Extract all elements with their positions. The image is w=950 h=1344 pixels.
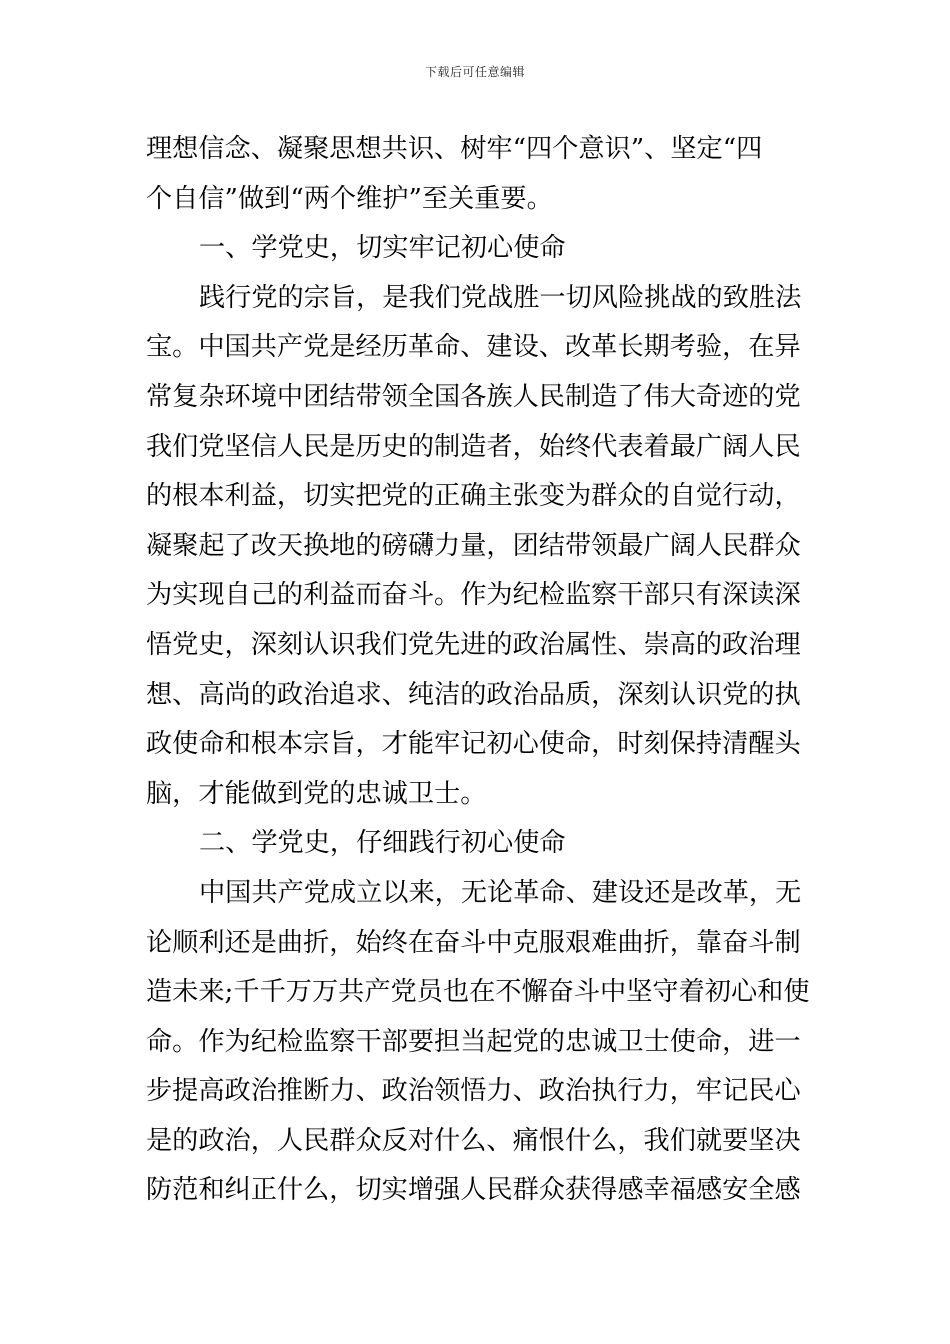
text-line: 理想信念、凝聚思想共识、树牢“四个意识”、坚定“四 <box>146 134 763 164</box>
text-line: 宝。中国共产党是经历革命、建设、改革长期考验，在异 <box>146 332 801 363</box>
text-line: 命。作为纪检监察干部要担当起党的忠诚卫士使命，进一 <box>146 1026 801 1057</box>
text-line: 论顺利还是曲折，始终在奋斗中克服艰难曲折，靠奋斗制 <box>146 927 801 958</box>
section-heading-2: 二、学党史，仔细践行初心使命 <box>199 828 566 859</box>
text-line: 想、高尚的政治追求、纯洁的政治品质，深刻认识党的执 <box>146 679 801 710</box>
text-line: 防范和纠正什么，切实增强人民群众获得感幸福感安全感 <box>146 1175 801 1206</box>
text-line: 脑，才能做到党的忠诚卫士。 <box>146 778 487 809</box>
text-line: 凝聚起了改天换地的磅礴力量，团结带领最广阔人民群众 <box>146 530 801 561</box>
section-heading-1: 一、学党史，切实牢记初心使命 <box>199 233 566 264</box>
text-line: 的根本利益，切实把党的正确主张变为群众的自觉行动， <box>146 481 801 512</box>
text-line: 造未来;千千万万共产党员也在不懈奋斗中坚守着初心和使 <box>146 977 810 1008</box>
text-line: 我们党坚信人民是历史的制造者，始终代表着最广阔人民 <box>146 431 801 462</box>
text-line: 中国共产党成立以来，无论革命、建设还是改革，无 <box>199 877 802 908</box>
text-line: 是的政治，人民群众反对什么、痛恨什么，我们就要坚决 <box>146 1125 801 1156</box>
page-header-note: 下载后可任意编辑 <box>424 65 525 79</box>
text-line: 步提高政治推断力、政治领悟力、政治执行力，牢记民心 <box>146 1076 801 1107</box>
text-line: 践行党的宗旨，是我们党战胜一切风险挑战的致胜法 <box>199 282 802 313</box>
text-line: 政使命和根本宗旨，才能牢记初心使命，时刻保持清醒头 <box>146 729 801 760</box>
text-line: 为实现自己的利益而奋斗。作为纪检监察干部只有深读深 <box>146 580 801 611</box>
document-body <box>146 125 810 1216</box>
text-line: 悟党史，深刻认识我们党先进的政治属性、崇高的政治理 <box>146 629 801 660</box>
text-line: 常复杂环境中团结带领全国各族人民制造了伟大奇迹的党 <box>146 381 801 412</box>
text-line: 个自信”做到“两个维护”至关重要。 <box>146 183 553 214</box>
